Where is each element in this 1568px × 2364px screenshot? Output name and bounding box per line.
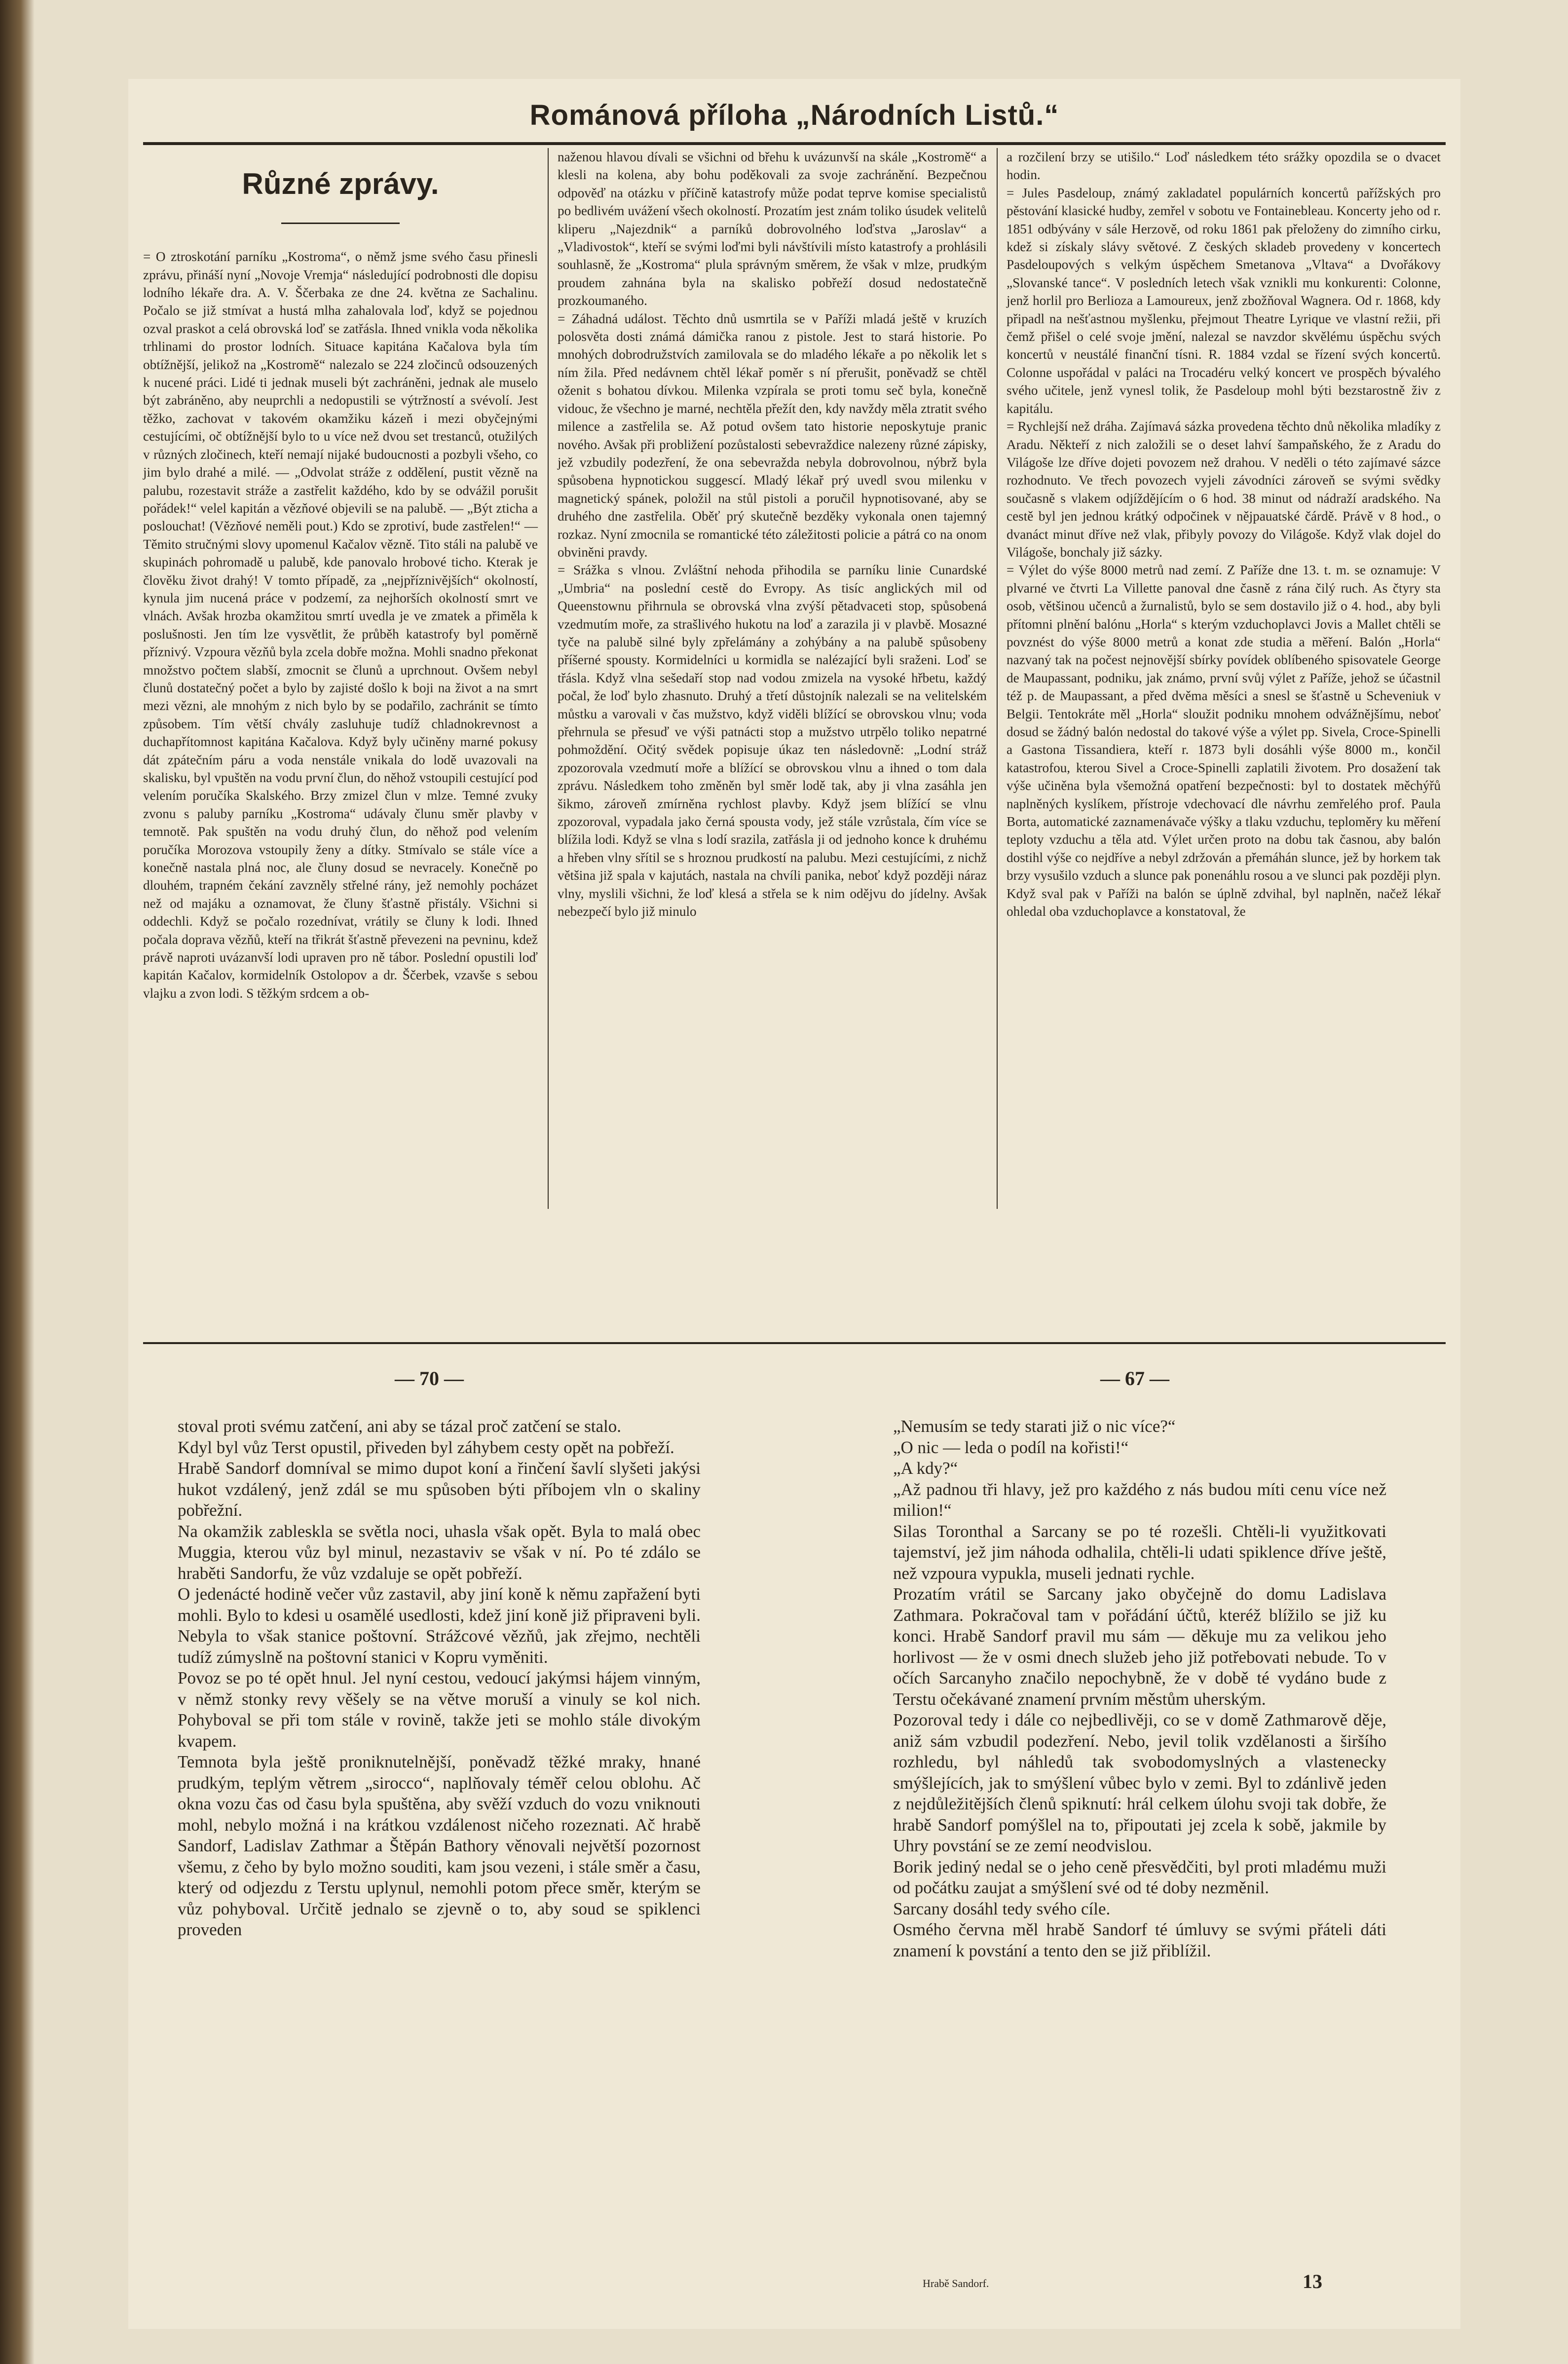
column-2-text: naženou hlavou dívali se všichni od břehu k uvázunvší na skále „Kostromě“ a klesli na kolena, aby bohu poděkovali za svoje zachránění. Bezpečnou odpověď na otázku v příčině katastrofy může podat teprve komise specialistů po bedlivém uvážení všech okolností. Prozatím jest znám toliko úsudek velitelů kliperu „Najezdnik“ a parníků dobrovolného loďstva „Jaroslav“ a „Vladivostok“, kteří se svými loďmi byli návštívili místo katastrofy a prohlásili souhlasně, že „Kostroma“ plula správným směrem, že však v mlze, prudkým proudem zahnána byla na skalisko pobřeží dosud nedostatečně prozkoumaného. = Záhadná událost. Těchto dnů usmrtila se v Paříži mladá ještě v kruzích polosvěta dosti známá dámička ranou z pistole. Jest to stará historie. Po mnohých dobrodružstvích zamilovala se do mladého lékaře a po několik let s ním žila. Před nedávnem chtěl lékař poměr s ní přerušit, poněvadž se chtěl oženit s bohatou dívkou. Milenka vzpírala se proti tomu seč byla, konečně vidouc, že všechno je marné, nechtěla přežít den, kdy navždy měla ztratit svého milence a zastřelila se. Až potud ovšem tato historie neposkytuje pranic nového. Avšak při probližení pozůstalosti sebevraždice nalezeny různé zápisky, jež vzbudily podezření, že ona sebevražda nebyla dobrovolnou, nýbrž byla spůsobena hypnotickou suggescí. Mladý lékař prý uvedl svou milenku v magnetický spánek, položil na stůl pistoli a poručil hypnotisované, aby se druhého dne zastřelila. Oběť prý skutečně bezděky vykonala onen tajemný rozkaz. Nyní zmocnila se romantické této záležitosti policie a pátrá co na onom obviněni pravdy. = Srážka s vlnou. Zvláštní nehoda přihodila se parníku linie Cunardské „Umbria“ na poslední cestě do Evropy. As tisíc anglických mil od Queenstownu přihrnula se obrovská vlna zvýší pětadvaceti stop, spůsobená vzedmutím moře, za strašlivého hukotu na loď a zarazila ji v plavbě. Mosazné tyče na palubě silné byly zpřelámány a zohýbány a na palubě spůsobeny příšerné spousty. Kormidelníci u kormidla se nalézající byli sraženi. Loď se třásla. Když vlna sešedaří stop nad vodou zmizela na vysoké hřbetu, každý počal, že loď bylo zhasnuto. Druhý a třetí důstojník nalezali se na velitelském můstku a varovali v čas mužstvo, když viděli blížící se obrovskou vlnu; voda přehrnula se přesuď ve výši patnácti stop a mužstvo utrpělo toliko nepatrné pohmoždění. Očitý svědek popisuje úkaz ten následovně: „Lodní stráž zpozorovala vzedmutí moře a blížící se obrovskou vlnu a ihned o tom dala zprávu. Následkem toho změněn byl směr lodě tak, aby ji vlna zasáhla jen šikmo, zároveň zmírněna rychlost plavby. Když jsem blížící se vlnu zpozoroval, vypadala jako černá spousta vody, jež stále vzrůstala, čím více se blížila lodi. Když se vlna s lodí srazila, zatřásla ji od jednoho konce k druhému a hřeben vlny sřítil se s hroznou prudkostí na palubu. Mezi cestujícími, z nichž většina již spala v kajutách, nastala na chvíli panika, neboť když později náraz vlny, myslili všichni, že loď klesá a střela se k nim odějvu do jídelny. Avšak nebezpečí bylo již minulo xyxy=(558,150,987,919)
page-header: Románová příloha „Národních Listů.“ xyxy=(529,99,1059,131)
column-divider xyxy=(548,148,549,1209)
column-3-text: a rozčilení brzy se utišilo.“ Loď následkem této srážky opozdila se o dvacet hodin. = Jules Pasdeloup, známý zakladatel populárních koncertů pařížských pro pěstování klasické hudby, zemřel v sobotu ve Fontainebleau. Koncerty jeho od r. 1851 odbývány v sále Herzově, od roku 1861 pak přeloženy do zimního cirku, kdež si získaly slávy světové. Z českých skladeb provedeny v koncertech Pasdeloupových s velkým úspěchem Smetanova „Vltava“ a Dvořákovy „Slovanské tance“. V posledních letech však vznikli mu konkurenti: Colonne, jenž horlil pro Berlioza a Lamoureux, jenž zbožňoval Wagnera. Od r. 1868, kdy připadl na nešťastnou myšlenku, přejmout Theatre Lyrique ve vlastní režii, při čemž přišel o celé svoje jmění, nalezal se navzdor skvělému úspěchu svých koncertů v neustálé finanční tísni. R. 1884 vzdal se řízení svých koncertů. Colonne uspořádal v paláci na Trocadéru velký koncert ve prospěch bývalého svého učitele, jenž vynesl tolik, že Pasdeloup mohl býti bezstarostně živ z kapitálu. = Rychlejší než dráha. Zajímavá sázka provedena těchto dnů několika mladíky z Aradu. Někteří z nich založili se o deset lahví šampaňského, že z Aradu do Világoše lze dříve dojeti povozem než drahou. V neděli o této zajímavé sázce rozhodnuto. Ve třech povozech vyjeli závodníci zároveň se svými svědky současně s vlakem odjíždějícím o 6 hod. 38 minut od nádraží aradského. Na cestě byl jen jednou krátký odpočinek v nějpauatské čárdě. Právě v 8 hod., o dvanáct minut dříve než vlak, přibyly povozy do Világoše. Když vlak dojel do Világoše, bonchaly již sázky. = Výlet do výše 8000 metrů nad zemí. Z Paříže dne 13. t. m. se oznamuje: V plvarné ve čtvrti La Villette panoval dne časně z rána čilý ruch. As čtyry sta osob, většinou učenců a žurnalistů, bylo se sem dostavilo již o 4. hod., aby byli přítomni plnění balónu „Horla“ s kterým vzduchoplavci Jovis a Mallet chtěli se povznést do výše 8000 metrů a konat zde studia a měření. Balón „Horla“ nazvaný tak na počest nejnovější sbírky povídek oblíbeného spisovatele George de Maupassant, podniku, jak známo, první svůj výlet z Paříže, jehož se účastnil též p. de Maupassant, a před dvěma měsíci a snesl se šťastně u Scheveniuk v Belgii. Tentokráte měl „Horla“ sloužit podniku mnohem odvážnějšímu, neboť dosud se žádný balón nedostal do takové výše a výlet pp. Sivela, Croce-Spinelli a Gastona Tissandiera, kteří r. 1873 byli dosáhli výše 8000 m., končil katastrofou, kterou Sivel a Croce-Spinelli zaplatili životem. Pro dosažení tak výše učiněna byla všemožná opatření bezpečnosti: byl to dostatek měchýřů naplněných kyslíkem, přístroje vdechovací dle návrhu zemřelého prof. Paula Borta, automatické zaznamenávače výšky a tlaku vzduchu, teploměry ku měření teploty vzduchu a těla atd. Výlet určen proto na dobu tak časnou, aby balón dostihl výše co nejdříve a nebyl zdržován a přemáhán slunce, jež by horkem tak brzy vysušilo vzduch a slunce pak ponenáhlu rosou a ve slunci pak později plyn. Když sval pak v Paříži na balón se úplně zdvihal, byl naplněn, načež lékař ohledal oba vzduchoplavce a konstatoval, že xyxy=(1007,150,1441,919)
footer-signature: Hrabě Sandorf. xyxy=(923,2277,989,2289)
column-1-text: = O ztroskotání parníku „Kostroma“, o němž jsme svého času přinesli zprávu, přináší nyní „Novoje Vremja“ následující podrobnosti dle dopisu lodního lékaře dra. A. V. Ščerbaka ze dne 24. května ze Sachalinu. Počalo se již stmívat a hustá mlha zahalovala loď, když se pojednou ozval praskot a celá obrovská loď se zatřásla. Ihned vnikla voda několika trhlinami do prostor lodních. Situace kapitána Kačalova byla tím obtížnější, jelikož na „Kostromě“ nalezalo se 224 zločinců odsouzených k nucené práci. Lidé ti jednak museli být zachráněni, jednak ale muselo být zabráněno, aby neuprchli a nedopustili se výtržností a svévolí. Jest těžko, zachovat v takovém okamžiku kázeň i mezi obyčejnými cestujícími, oč obtížnější bylo to u více než dvou set trestanců, otužilých v různých zločinech, kteří nemají nijaké budoucnosti a pozbyli všeho, co jim bylo drahé a milé. — „Odvolat stráže z oddělení, pustit vězně na palubu, rozestavit stráže a zastřelit každého, kdo by se odvážil porušit pořádek!“ velel kapitán a vězňové objevili se na palubě. — „Být zticha a poslouchat! (Vězňové neměli pout.) Kdo se zprotiví, bude zastřelen!“ — Těmito stručnými slovy upomenul Kačalov vězně. Tito stáli na palubě ve skupinách pohromadě u palubě, kde panovalo hrobové ticho. Kterak je člověku život drahý! V tomto případě, za „nejpříznivějších“ okolností, kynula jim nucená práce v podzemí, za nejhorších okolností smrt ve vlnách. Avšak hrozba okamžitou smrtí uvedla je ve zmatek a přiměla k poslušnosti. Jen tím lze vysvětlit, že průběh katastrofy byl poměrně příznivý. Vzpoura vězňů byla zcela dobře možna. Mohli snadno překonat množstvo počtem slabší, zmocnit se člunů a uprchnout. Ovšem nebyl člunů dostatečný počet a bylo by zajisté došlo k boji na život a na smrt mezi vězni, ale mnohým z nich bylo by se podařilo, zachránit se tímto způsobem. Tím větší chvály zasluhuje tudíž chladnokrevnost a duchapřítomnost kapitána Kačalova. Když byly učiněny marné pokusy dát zpátečním páru a voda nenstále vnikala do lodě uvazovali na skalisku, byl vpuštěn na vodu první člun, do něhož vstoupili cestující pod velením poručíka Skalského. Brzy zmizel člun v mlze. Temné zvuky zvonu s paluby parníku „Kostroma“ udávaly člunu směr plavby v temnotě. Pak spuštěn na vodu druhý člun, do něhož pod velením poručíka Morozova vstoupily ženy a dítky. Stmívalo se stále více a konečně nastala plná noc, ale čluny dosud se nevracely. Konečně po dlouhém, trapném čekání zavzněly střelné rány, jež nemohly pocházet než od majáku a oznamovat, že čluny šťastně přistály. Všichni si oddechli. Když se počalo rozednívat, vrátily se čluny k lodi. Ihned počala doprava vězňů, kteří na třikrát šťastně převezeni na pevninu, kdež právě naproti uvázanvší lodi upraven pro ně tábor. Poslední opustili loď kapitán Kačalov, kormidelník Ostolopov a dr. Ščerbek, vzavše s sebou vlajku a zvon lodi. S těžkým srdcem a ob- xyxy=(143,249,538,1001)
header-rule xyxy=(143,142,1446,145)
novel-text-right: „Nemusím se tedy starati již o nic více?“ „O nic — leda o podíl na kořisti!“ „A kdy?“ „Až padnou tři hlavy, jež pro každého z nás budou míti cenu více než milion!“ Silas Toronthal a Sarcany se po té rozešli. Chtěli-li využitkovati tajemství, jež jim náhoda odhalila, chtěli-li udati spiklence dříve ještě, než vzpoura vypukla, museli jednati rychle. Prozatím vrátil se Sarcany jako obyčejně do domu Ladislava Zathmara. Pokračoval tam v pořádání účtů, kteréž blížilo se již ku konci. Hrabě Sandorf pravil mu sám — děkuje mu za velikou jeho horlivost — že v osmi dnech služeb jeho již potřebovati nebude. To v očích Sarcanyho značilo nepochybně, že v době té vydáno bude z Terstu očekávané znamení prvním městům uherským. Pozoroval tedy i dále co nejbedlivěji, co se v domě Zathmarově děje, aniž sám vzbudil podezření. Nebo, jevil tolik vzdělanosti a širšího rozhledu, byl náhledů tak svobodomyslných a vlastenecky smýšlejících, jak to smýšlení vůbec bylo v zemi. Byl to zdánlivě jeden z nejdůležitějších členů spiknutí: hrál celkem úlohu svoji tak dobře, že hrabě Sandorf pomýšlel na to, připoutati jej zcela k sobě, jakmile by Uhry povstání se ze zemí neodvislou. Borik jediný nedal se o jeho ceně přesvědčiti, byl proti mladému muži od počátku zaujat a smýšlení své od té doby nezměnil. Sarcany dosáhl tedy svého cíle. Osmého června měl hrabě Sandorf té úmluvy se svými přáteli dáti znamení k povstání a tento den se již přiblížil. xyxy=(893,1417,1386,1960)
sheet-number: 13 xyxy=(1303,2270,1322,2292)
fold-rule xyxy=(143,1342,1446,1344)
section-rule xyxy=(281,223,400,224)
section-title: Různé zprávy. xyxy=(242,167,439,201)
column-1 xyxy=(143,148,538,1020)
binding-edge xyxy=(0,0,35,2364)
column-divider xyxy=(997,148,998,1209)
page-number-right: — 67 — xyxy=(1100,1367,1169,1389)
novel-text-left: stoval proti svému zatčení, ani aby se tázal proč zatčení se stalo. Kdyl byl vůz Terst opustil, přiveden byl záhybem cesty opět na pobřeží. Hrabě Sandorf domníval se mimo dupot koní a řinčení šavlí slyšeti jakýsi hukot vzdálený, jenž zdál se mu spůsoben býti příbojem vln o skaliny pobřežní. Na okamžik zableskla se světla noci, uhasla však opět. Byla to malá obec Muggia, kterou vůz byl minul, nezastaviv se však v ní. Po té zdálo se hraběti Sandorfu, že vůz vzdaluje se opět pobřeží. O jedenácté hodině večer vůz zastavil, aby jiní koně k němu zapřažení byti mohli. Bylo to kdesi u osamělé usedlosti, kdež jiní koně již připraveni byli. Nebyla to však stanice poštovní. Strážcové vězňů, jak zřejmo, nechtěli tudíž zúmyslně na poštovní stanici v Kopru vyměniti. Povoz se po té opět hnul. Jel nyní cestou, vedoucí jakýmsi hájem vinným, v němž stonky revy věšely se na větve moruší a vinuly se kol nich. Pohyboval se při tom stále v rovině, takže jeti se mohlo stále divokým kvapem. Temnota byla ještě proniknutelnější, poněvadž těžké mraky, hnané prudkým, teplým větrem „sirocco“, naplňovaly téměř celou oblohu. Ač okna vozu čas od času byla spuštěna, aby svěží vzduch do vozu vniknouti mohl, nebylo možná i na krátkou vzdálenost ničeho rozeznati. Ač hrabě Sandorf, Ladislav Zathmar a Štěpán Bathory věnovali největší pozornost všemu, z čeho by bylo možno souditi, kam jsou vezeni, i stále směr a času, který od odjezdu z Terstu uplynul, nemohli potom přece směr, kterým se vůz pohyboval. Určitě jednalo se zjevně o to, aby soud se spiklenci proveden xyxy=(178,1417,701,1939)
page-number-left: — 70 — xyxy=(395,1367,464,1389)
